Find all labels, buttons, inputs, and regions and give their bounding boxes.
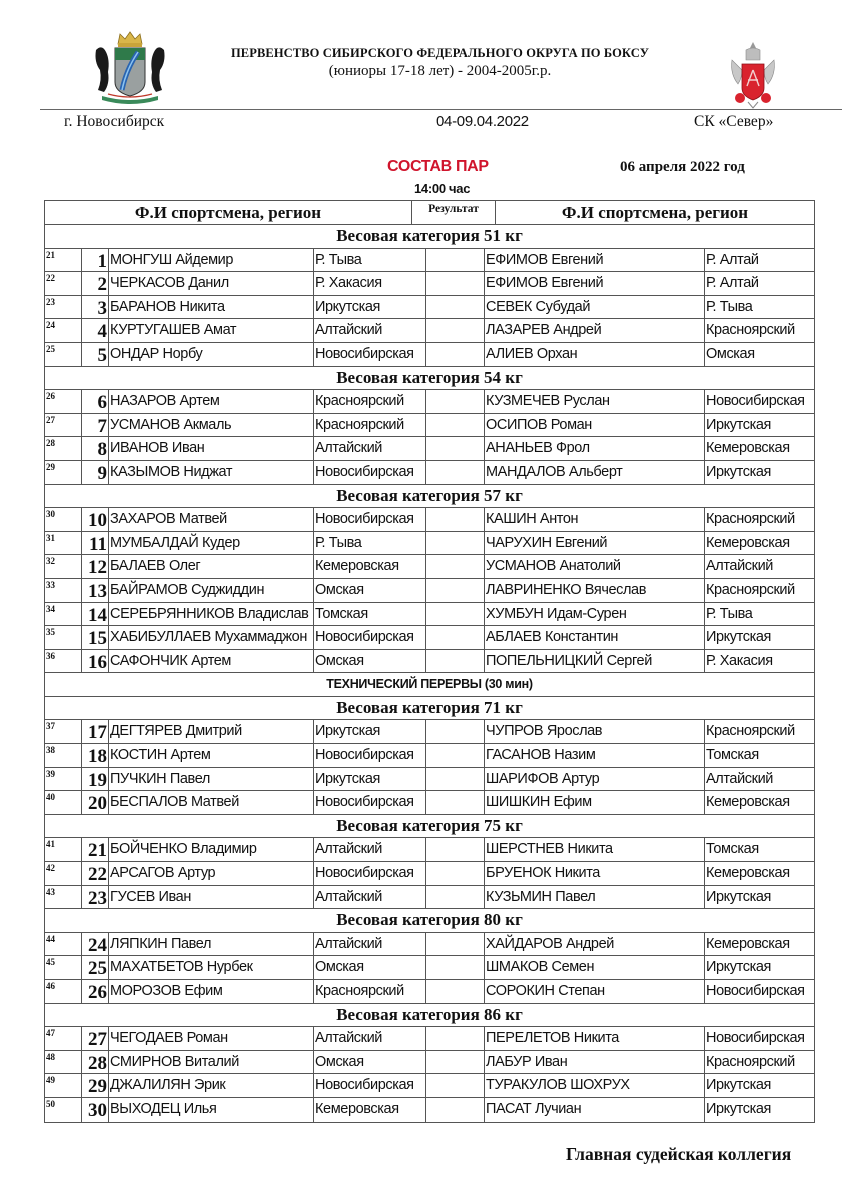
pair-number: 7	[82, 414, 109, 437]
result-cell[interactable]	[426, 1051, 485, 1074]
weight-category-header: Весовая категория 80 кг	[45, 909, 814, 933]
athlete-right-region: Иркутская	[706, 463, 771, 480]
pair-number: 28	[82, 1051, 109, 1074]
bout-sequence-number: 40	[45, 791, 82, 814]
athlete-left-name: ВЫХОДЕЦ Илья	[109, 1098, 314, 1122]
table-row	[45, 862, 814, 886]
bout-sequence-number: 33	[45, 579, 82, 602]
pair-number: 23	[82, 886, 109, 909]
result-cell[interactable]	[426, 956, 485, 979]
bout-sequence-number: 34	[45, 603, 82, 626]
result-cell[interactable]	[426, 414, 485, 437]
athlete-left-region: Омская	[314, 579, 426, 602]
athlete-left-region: Алтайский	[314, 933, 426, 956]
table-row	[45, 933, 814, 957]
bout-sequence-number: 21	[45, 249, 82, 272]
athlete-left-region: Кемеровская	[314, 555, 426, 578]
athlete-right-region: Р. Алтай	[706, 275, 759, 292]
table-row	[45, 1074, 814, 1098]
pair-number: 11	[82, 532, 109, 555]
athlete-right-name: УСМАНОВ Анатолий	[485, 555, 705, 578]
bout-sequence-number: 37	[45, 720, 82, 743]
result-cell[interactable]	[426, 390, 485, 413]
athlete-left-region: Красноярский	[314, 980, 426, 1003]
athlete-right-region: Омская	[706, 345, 755, 362]
bout-sequence-number: 50	[45, 1098, 82, 1122]
athlete-right-name: ХУМБУН Идам-Сурен	[485, 603, 705, 626]
athlete-left-name: БОЙЧЕНКО Владимир	[109, 838, 314, 861]
table-row	[45, 579, 814, 603]
table-row	[45, 650, 814, 674]
result-cell[interactable]	[426, 1098, 485, 1122]
table-row	[45, 1098, 814, 1122]
athlete-left-name: ДЖАЛИЛЯН Эрик	[109, 1074, 314, 1097]
athlete-right-name: ХАЙДАРОВ Андрей	[485, 933, 705, 956]
pair-number: 16	[82, 650, 109, 673]
pair-number: 2	[82, 272, 109, 295]
athlete-left-region: Алтайский	[314, 1027, 426, 1050]
weight-category-header: Весовая категория 71 кг	[45, 697, 814, 721]
bout-sequence-number: 42	[45, 862, 82, 885]
table-row	[45, 249, 814, 273]
pair-number: 10	[82, 508, 109, 531]
pairs-table	[44, 200, 815, 1123]
athlete-left-name: МУМБАЛДАЙ Кудер	[109, 532, 314, 555]
athlete-right-name: КУЗМЕЧЕВ Руслан	[485, 390, 705, 413]
athlete-left-name: СМИРНОВ Виталий	[109, 1051, 314, 1074]
athlete-left-name: КУРТУГАШЕВ Амат	[109, 319, 314, 342]
athlete-right-region: Алтайский	[706, 770, 773, 787]
athlete-left-region: Томская	[314, 603, 426, 626]
pair-number: 6	[82, 390, 109, 413]
pair-number: 8	[82, 437, 109, 460]
athlete-left-name: БАЙРАМОВ Суджиддин	[109, 579, 314, 602]
pair-number: 22	[82, 862, 109, 885]
bout-sequence-number: 39	[45, 768, 82, 791]
result-cell[interactable]	[426, 720, 485, 743]
pair-number: 17	[82, 720, 109, 743]
athlete-left-name: ДЕГТЯРЕВ Дмитрий	[109, 720, 314, 743]
table-row	[45, 555, 814, 579]
bout-sequence-number: 23	[45, 296, 82, 319]
athlete-left-region: Новосибирская	[314, 343, 426, 366]
pair-number: 4	[82, 319, 109, 342]
athlete-right-name: ШИШКИН Ефим	[485, 791, 705, 814]
bout-sequence-number: 24	[45, 319, 82, 342]
result-cell[interactable]	[426, 838, 485, 861]
table-row	[45, 791, 814, 815]
table-row	[45, 626, 814, 650]
athlete-left-name: УСМАНОВ Акмаль	[109, 414, 314, 437]
table-row	[45, 508, 814, 532]
athlete-right-name: ТУРАКУЛОВ ШОХРУХ	[485, 1074, 705, 1097]
athlete-left-region: Новосибирская	[314, 626, 426, 649]
result-cell[interactable]	[426, 319, 485, 342]
athlete-right-region: Кемеровская	[706, 865, 790, 882]
judges-signature: Главная судейская коллегия	[566, 1144, 792, 1164]
athlete-right-name: КУЗЬМИН Павел	[485, 886, 705, 909]
athlete-right-region: Красноярский	[706, 511, 795, 528]
athlete-left-name: КОСТИН Артем	[109, 744, 314, 767]
athlete-left-region: Новосибирская	[314, 791, 426, 814]
athlete-right-region: Красноярский	[706, 723, 795, 740]
table-row	[45, 744, 814, 768]
athlete-right-name: ЧУПРОВ Ярослав	[485, 720, 705, 743]
bout-sequence-number: 47	[45, 1027, 82, 1050]
athlete-right-name: ЛАБУР Иван	[485, 1051, 705, 1074]
bout-sequence-number: 25	[45, 343, 82, 366]
bout-sequence-number: 45	[45, 956, 82, 979]
result-cell[interactable]	[426, 603, 485, 626]
athlete-right-region: Иркутская	[706, 1100, 771, 1117]
table-row	[45, 768, 814, 792]
pair-number: 3	[82, 296, 109, 319]
table-header	[45, 201, 814, 225]
table-row	[45, 532, 814, 556]
result-cell[interactable]	[426, 980, 485, 1003]
athlete-right-name: ШАРИФОВ Артур	[485, 768, 705, 791]
session-time: 14:00 час	[414, 181, 471, 196]
event-dates: 04-09.04.2022	[436, 113, 529, 130]
athlete-right-name: БРУЕНОК Никита	[485, 862, 705, 885]
bout-sequence-number: 35	[45, 626, 82, 649]
athlete-right-name: АБЛАЕВ Константин	[485, 626, 705, 649]
championship-subtitle: (юниоры 17-18 лет) - 2004-2005г.р.	[328, 63, 552, 79]
result-cell[interactable]	[426, 933, 485, 956]
athlete-left-name: СЕРЕБРЯННИКОВ Владислав	[109, 603, 314, 626]
technical-break-row: ТЕХНИЧЕСКИЙ ПЕРЕРВЫ (30 мин)	[45, 673, 814, 697]
athlete-right-name: АНАНЬЕВ Фрол	[485, 437, 705, 460]
bout-sequence-number: 28	[45, 437, 82, 460]
athlete-left-region: Новосибирская	[314, 744, 426, 767]
athlete-right-name: КАШИН Антон	[485, 508, 705, 531]
result-cell[interactable]	[426, 555, 485, 578]
table-row	[45, 343, 814, 367]
pair-number: 20	[82, 791, 109, 814]
pair-number: 29	[82, 1074, 109, 1097]
pair-number: 25	[82, 956, 109, 979]
table-row	[45, 603, 814, 627]
pair-number: 24	[82, 933, 109, 956]
athlete-right-name: ШМАКОВ Семен	[485, 956, 705, 979]
athlete-left-region: Красноярский	[314, 414, 426, 437]
athlete-right-region: Иркутская	[706, 959, 771, 976]
table-row	[45, 956, 814, 980]
athlete-left-region: Омская	[314, 1051, 426, 1074]
bout-sequence-number: 27	[45, 414, 82, 437]
athlete-right-region: Новосибирская	[706, 983, 805, 999]
pair-number: 21	[82, 838, 109, 861]
table-row	[45, 838, 814, 862]
result-cell[interactable]	[426, 343, 485, 366]
weight-category-header: Весовая категория 57 кг	[45, 485, 814, 509]
athlete-right-region: Красноярский	[706, 1053, 795, 1070]
athlete-left-region: Р. Тыва	[314, 532, 426, 555]
athlete-right-region: Р. Тыва	[706, 605, 753, 622]
bout-sequence-number: 46	[45, 980, 82, 1003]
athlete-right-region: Иркутская	[706, 416, 771, 433]
athlete-left-name: МАХАТБЕТОВ Нурбек	[109, 956, 314, 979]
athlete-left-name: КАЗЫМОВ Ниджат	[109, 461, 314, 484]
bout-sequence-number: 31	[45, 532, 82, 555]
athlete-left-region: Р. Хакасия	[314, 272, 426, 295]
athlete-right-name: ЛАВРИНЕНКО Вячеслав	[485, 579, 705, 602]
athlete-right-name: ПАСАТ Лучиан	[485, 1098, 705, 1122]
athlete-left-region: Омская	[314, 956, 426, 979]
athlete-right-region: Иркутская	[706, 629, 771, 646]
result-cell[interactable]	[426, 1074, 485, 1097]
athlete-right-name: СЕВЕК Субудай	[485, 296, 705, 319]
athlete-left-name: БЕСПАЛОВ Матвей	[109, 791, 314, 814]
athlete-left-region: Иркутская	[314, 296, 426, 319]
athlete-left-region: Новосибирская	[314, 461, 426, 484]
table-row	[45, 296, 814, 320]
athlete-right-name: СОРОКИН Степан	[485, 980, 705, 1003]
bout-sequence-number: 22	[45, 272, 82, 295]
athlete-left-name: ХАБИБУЛЛАЕВ Мухаммаджон	[109, 626, 314, 649]
athlete-right-name: ПЕРЕЛЕТОВ Никита	[485, 1027, 705, 1050]
athlete-left-name: НАЗАРОВ Артем	[109, 390, 314, 413]
pair-number: 30	[82, 1098, 109, 1122]
athlete-right-region: Кемеровская	[706, 935, 790, 952]
athlete-left-name: МОНГУШ Айдемир	[109, 249, 314, 272]
result-cell[interactable]	[426, 508, 485, 531]
result-cell[interactable]	[426, 579, 485, 602]
bout-sequence-number: 38	[45, 744, 82, 767]
table-row	[45, 272, 814, 296]
athlete-right-region: Красноярский	[706, 581, 795, 598]
bout-sequence-number: 26	[45, 390, 82, 413]
result-cell[interactable]	[426, 791, 485, 814]
header-left-athlete: Ф.И спортсмена, регион	[45, 201, 412, 224]
athlete-left-name: МОРОЗОВ Ефим	[109, 980, 314, 1003]
bout-sequence-number: 48	[45, 1051, 82, 1074]
table-body	[45, 225, 814, 1122]
athlete-left-name: АРСАГОВ Артур	[109, 862, 314, 885]
bout-sequence-number: 29	[45, 461, 82, 484]
pair-number: 12	[82, 555, 109, 578]
bout-sequence-number: 30	[45, 508, 82, 531]
bout-sequence-number: 49	[45, 1074, 82, 1097]
pair-number: 5	[82, 343, 109, 366]
athlete-right-name: ЕФИМОВ Евгений	[485, 272, 705, 295]
header-right-athlete: Ф.И спортсмена, регион	[561, 202, 749, 222]
athlete-right-region: Р. Алтай	[706, 251, 759, 268]
athlete-left-region: Красноярский	[314, 390, 426, 413]
athlete-right-name: ЕФИМОВ Евгений	[485, 249, 705, 272]
result-cell[interactable]	[426, 744, 485, 767]
pairs-title: СОСТАВ ПАР	[387, 158, 489, 175]
athlete-right-name: ЛАЗАРЕВ Андрей	[485, 319, 705, 342]
venue-label: СК «Север»	[694, 113, 774, 130]
table-row	[45, 980, 814, 1004]
boxing-federation-emblem-logo	[728, 38, 778, 110]
athlete-right-name: АЛИЕВ Орхан	[485, 343, 705, 366]
athlete-left-name: ОНДАР Норбу	[109, 343, 314, 366]
result-cell[interactable]	[426, 886, 485, 909]
pair-number: 27	[82, 1027, 109, 1050]
pair-number: 19	[82, 768, 109, 791]
result-cell[interactable]	[426, 626, 485, 649]
session-date: 06 апреля 2022 год	[620, 159, 745, 175]
table-row	[45, 1051, 814, 1075]
athlete-left-name: ИВАНОВ Иван	[109, 437, 314, 460]
athlete-left-name: ЧЕРКАСОВ Данил	[109, 272, 314, 295]
result-cell[interactable]	[426, 249, 485, 272]
athlete-right-region: Красноярский	[706, 322, 795, 339]
athlete-right-region: Иркутская	[706, 888, 771, 905]
athlete-right-name: ГАСАНОВ Назим	[485, 744, 705, 767]
table-row	[45, 390, 814, 414]
result-cell[interactable]	[426, 1027, 485, 1050]
weight-category-header: Весовая категория 51 кг	[45, 225, 814, 249]
athlete-right-region: Р. Тыва	[706, 298, 753, 315]
athlete-left-name: БАРАНОВ Никита	[109, 296, 314, 319]
athlete-left-name: ЧЕГОДАЕВ Роман	[109, 1027, 314, 1050]
athlete-left-region: Иркутская	[314, 720, 426, 743]
pair-number: 14	[82, 603, 109, 626]
result-cell[interactable]	[426, 437, 485, 460]
athlete-left-region: Алтайский	[314, 437, 426, 460]
header-result: Результат	[412, 201, 496, 224]
athlete-left-region: Новосибирская	[314, 862, 426, 885]
result-cell[interactable]	[426, 862, 485, 885]
athlete-left-region: Иркутская	[314, 768, 426, 791]
weight-category-header: Весовая категория 86 кг	[45, 1004, 814, 1028]
pair-number: 26	[82, 980, 109, 1003]
bout-sequence-number: 32	[45, 555, 82, 578]
athlete-left-name: БАЛАЕВ Олег	[109, 555, 314, 578]
athlete-left-name: ПУЧКИН Павел	[109, 768, 314, 791]
result-cell[interactable]	[426, 272, 485, 295]
athlete-right-name: ЧАРУХИН Евгений	[485, 532, 705, 555]
athlete-left-name: ЗАХАРОВ Матвей	[109, 508, 314, 531]
athlete-right-region: Томская	[706, 841, 759, 858]
athlete-left-name: ГУСЕВ Иван	[109, 886, 314, 909]
athlete-right-region: Новосибирская	[706, 393, 805, 410]
athlete-left-name: САФОНЧИК Артем	[109, 650, 314, 673]
header-divider	[40, 109, 842, 110]
bout-sequence-number: 36	[45, 650, 82, 673]
pair-number: 13	[82, 579, 109, 602]
table-row	[45, 437, 814, 461]
table-row	[45, 1027, 814, 1051]
city-label: г. Новосибирск	[64, 113, 165, 130]
table-row	[45, 414, 814, 438]
pair-number: 9	[82, 461, 109, 484]
result-cell[interactable]	[426, 532, 485, 555]
table-row	[45, 319, 814, 343]
pair-number: 15	[82, 626, 109, 649]
athlete-right-region: Новосибирская	[706, 1030, 805, 1047]
championship-title: ПЕРВЕНСТВО СИБИРСКОГО ФЕДЕРАЛЬНОГО ОКРУГА ПО БОКСУ	[230, 46, 650, 60]
athlete-right-region: Алтайский	[706, 558, 773, 575]
athlete-right-region: Кемеровская	[706, 440, 790, 457]
athlete-right-region: Р. Хакасия	[706, 652, 773, 669]
bout-sequence-number: 41	[45, 838, 82, 861]
result-cell[interactable]	[426, 768, 485, 791]
result-cell[interactable]	[426, 296, 485, 319]
athlete-right-name: МАНДАЛОВ Альберт	[485, 461, 705, 484]
novosibirsk-coat-of-arms-logo	[88, 30, 172, 108]
athlete-left-region: Омская	[314, 650, 426, 673]
athlete-right-region: Кемеровская	[706, 534, 790, 551]
athlete-right-name: ОСИПОВ Роман	[485, 414, 705, 437]
bout-sequence-number: 44	[45, 933, 82, 956]
weight-category-header: Весовая категория 75 кг	[45, 815, 814, 839]
athlete-left-region: Кемеровская	[314, 1098, 426, 1122]
athlete-left-region: Алтайский	[314, 838, 426, 861]
athlete-right-region: Томская	[706, 747, 759, 764]
athlete-left-region: Новосибирская	[314, 1074, 426, 1097]
athlete-right-name: ШЕРСТНЕВ Никита	[485, 838, 705, 861]
table-row	[45, 720, 814, 744]
table-row	[45, 886, 814, 910]
athlete-left-name: ЛЯПКИН Павел	[109, 933, 314, 956]
table-row	[45, 461, 814, 485]
athlete-left-region: Новосибирская	[314, 508, 426, 531]
athlete-left-region: Р. Тыва	[314, 249, 426, 272]
athlete-right-name: ПОПЕЛЬНИЦКИЙ Сергей	[485, 650, 705, 673]
athlete-right-region: Кемеровская	[706, 794, 790, 811]
athlete-right-region: Иркутская	[706, 1077, 771, 1094]
bout-sequence-number: 43	[45, 886, 82, 909]
result-cell[interactable]	[426, 650, 485, 673]
pair-number: 1	[82, 249, 109, 272]
result-cell[interactable]	[426, 461, 485, 484]
athlete-left-region: Алтайский	[314, 319, 426, 342]
pair-number: 18	[82, 744, 109, 767]
athlete-left-region: Алтайский	[314, 886, 426, 909]
weight-category-header: Весовая категория 54 кг	[45, 367, 814, 391]
